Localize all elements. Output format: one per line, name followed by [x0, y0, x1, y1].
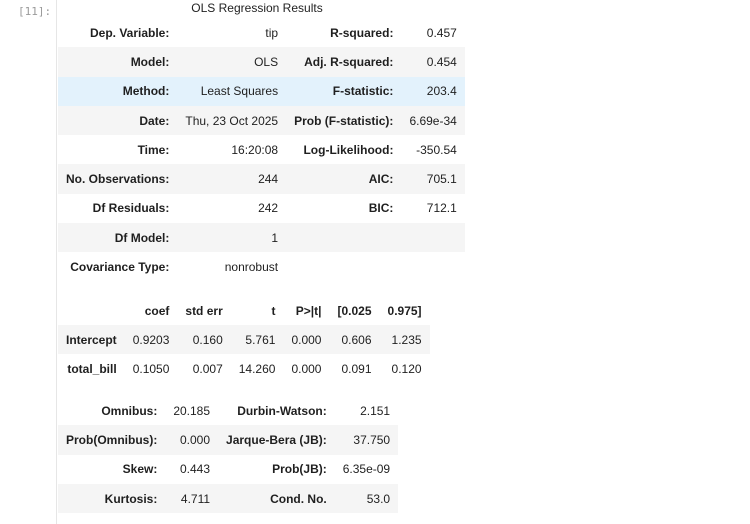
summary-label: BIC:: [368, 201, 394, 216]
coef-header: std err: [177, 296, 230, 325]
diag-value: 20.185: [173, 403, 211, 418]
summary-label: No. Observations:: [58, 164, 177, 193]
diag-value: 53.0: [335, 484, 398, 513]
diag-row: [58, 425, 398, 454]
coef-header: P>|t|: [283, 296, 329, 325]
summary-value: 0.454: [401, 47, 464, 76]
summary-label: Date:: [58, 106, 177, 135]
diag-row: [58, 484, 398, 513]
summary-value: 244: [177, 164, 286, 193]
diag-value: 0.443: [180, 462, 211, 477]
coef-header-row: [58, 296, 430, 325]
coef-value: 14.260: [238, 361, 276, 376]
summary-value: 705.1: [401, 164, 464, 193]
summary-label: Dep. Variable:: [89, 25, 170, 40]
coef-value: 0.1050: [132, 361, 170, 376]
summary-label: [286, 252, 401, 281]
summary-row: [58, 164, 465, 193]
coef-header: t: [231, 296, 284, 325]
summary-label: Covariance Type:: [70, 260, 170, 275]
diag-label: Skew:: [122, 462, 158, 477]
summary-label: Prob (F-statistic):: [286, 106, 401, 135]
summary-row: [58, 252, 465, 281]
cell-prompt: [11]:: [18, 5, 52, 18]
coef-row: [58, 325, 430, 354]
summary-label: Log-Likelihood:: [303, 142, 394, 157]
summary-value: 1: [177, 223, 286, 252]
summary-value: 0.457: [426, 25, 457, 40]
summary-row: [58, 106, 465, 135]
summary-row: [58, 77, 465, 106]
coef-value: 0.000: [283, 325, 329, 354]
summary-value: Thu, 23 Oct 2025: [177, 106, 286, 135]
summary-label: Df Model:: [58, 223, 177, 252]
summary-value: [401, 223, 464, 252]
summary-value: nonrobust: [224, 260, 279, 275]
summary-label: [286, 223, 401, 252]
diagnostics-table: [58, 396, 398, 513]
summary-value: 712.1: [426, 201, 457, 216]
coef-header: [0.025: [329, 296, 379, 325]
diag-label: Kurtosis:: [58, 484, 165, 513]
diag-label: Prob(JB):: [272, 462, 327, 477]
coef-value: 0.007: [192, 361, 223, 376]
diag-value: 2.151: [360, 403, 391, 418]
summary-table: [58, 18, 465, 282]
summary-row: [58, 223, 465, 252]
diag-value: 4.711: [165, 484, 218, 513]
diag-label: Omnibus:: [101, 403, 158, 418]
diag-label: Prob(Omnibus):: [58, 425, 165, 454]
coef-value: 5.761: [231, 325, 284, 354]
summary-value: 242: [258, 201, 279, 216]
summary-row: [58, 194, 465, 223]
summary-label: Time:: [137, 142, 170, 157]
results-title: OLS Regression Results: [191, 1, 323, 15]
summary-label: Df Residuals:: [92, 201, 170, 216]
summary-value: 6.69e-34: [401, 106, 464, 135]
diag-label: Cond. No.: [218, 484, 335, 513]
diag-row: [58, 396, 398, 425]
summary-value: [401, 252, 464, 281]
diag-value: 0.000: [165, 425, 218, 454]
summary-value: 16:20:08: [231, 142, 279, 157]
summary-value: tip: [265, 25, 279, 40]
summary-row: [58, 18, 465, 47]
diag-value: 6.35e-09: [342, 462, 391, 477]
summary-row: [58, 47, 465, 76]
cell-divider: [56, 0, 57, 524]
summary-label: Model:: [58, 47, 177, 76]
summary-value: 203.4: [401, 77, 464, 106]
coef-header: coef: [125, 296, 178, 325]
summary-value: OLS: [177, 47, 286, 76]
coef-value: 0.606: [329, 325, 379, 354]
coef-row: [58, 354, 430, 383]
coef-term: Intercept: [58, 325, 125, 354]
coef-term: total_bill: [67, 361, 117, 376]
coef-header: 0.975]: [380, 296, 430, 325]
coef-value: 0.9203: [125, 325, 178, 354]
coef-value: 0.091: [341, 361, 372, 376]
coefficient-table: [58, 296, 430, 383]
coef-value: 0.120: [391, 361, 422, 376]
summary-value: Least Squares: [177, 77, 286, 106]
diag-value: 37.750: [335, 425, 398, 454]
coef-value: 1.235: [380, 325, 430, 354]
diag-label: Durbin-Watson:: [237, 403, 327, 418]
summary-label: F-statistic:: [286, 77, 401, 106]
summary-label: R-squared:: [330, 25, 394, 40]
summary-value: -350.54: [416, 142, 457, 157]
summary-label: AIC:: [286, 164, 401, 193]
diag-row: [58, 455, 398, 484]
summary-label: Adj. R-squared:: [286, 47, 401, 76]
diag-label: Jarque-Bera (JB):: [218, 425, 335, 454]
coef-header: [58, 296, 125, 325]
coef-value: 0.160: [177, 325, 230, 354]
coef-value: 0.000: [291, 361, 322, 376]
summary-row: [58, 135, 465, 164]
summary-label: Method:: [58, 77, 177, 106]
